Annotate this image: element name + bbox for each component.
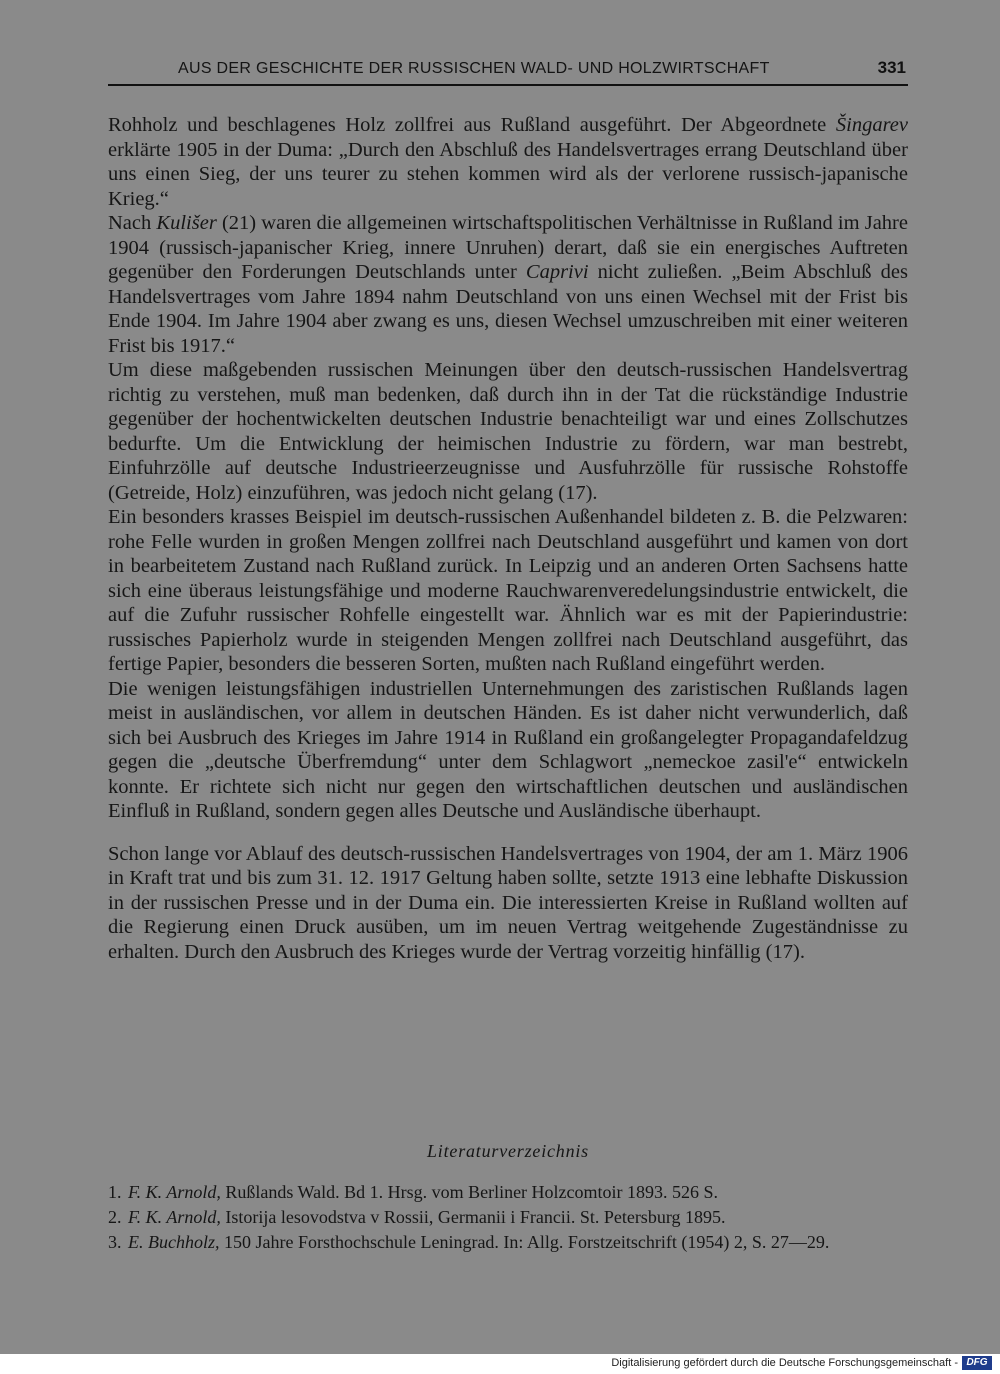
bibliography-entry [108,1206,908,1228]
paragraph [108,113,908,211]
page-number: 331 [877,58,906,77]
dfg-logo: DFG [962,1356,992,1370]
text-run: Schon lange vor Ablauf des deutsch-russischen Handelsvertrages von 1904, der am 1. März 1906 in Kraft trat und bis zum 31. 12. 1917 Geltung haben sollte, setzte 1913 eine lebhafte Diskussion in der russischen Presse und in der Duma ein. Die interessierten Kreise in Rußland wollten auf die Regierung einen Druck ausüben, um im neuen Vertrag weitgehende Zugeständnisse zu erhalten. Durch den Ausbruch des Krieges wurde der Vertrag vorzeitig hinfällig (17). [108,842,908,963]
entry-number: 3. [108,1232,122,1252]
funding-credit: Digitalisierung gefördert durch die Deutsche Forschungsgemeinschaft - [611,1357,958,1369]
text-run: Um diese maßgebenden russischen Meinungen über den deutsch-russischen Handelsvertrag richtig zu verstehen, muß man bedenken, daß durch ihn in der Tat die rückständige Industrie gegenüber der hochentwickelten deutschen Industrie benachteiligt war und eines Zollschutzes bedurfte. Um die Entwicklung der heimischen Industrie zu fördern, war man bestrebt, Einfuhrzölle auf deutsche Industrieerzeugnisse und Ausfuhrzölle für russische Rohstoffe (Getreide, Holz) einzuführen, was jedoch nicht gelang (17). [108,359,908,504]
text-run: Rohholz und beschlagenes Holz zollfrei aus Rußland ausgeführt. Der Abgeordnete [108,114,836,136]
entry-author: E. Buchholz, [128,1232,220,1252]
entry-title: 150 Jahre Forsthochschule Leningrad. In: Allg. Forstzeitschrift (1954) 2, S. 27—29. [219,1232,830,1252]
italic-name: Caprivi [525,261,589,283]
paragraph [108,505,908,677]
entry-author: F. K. Arnold, [128,1182,221,1202]
paragraph [108,842,908,965]
text-run: nicht zuließen. „Beim Abschluß des Handelsvertrages vom Jahre 1894 nahm Deutschland von uns einen Wechsel mit der Frist bis Ende 1904. Im Jahre 1904 aber zwang es uns, diesen Wechsel umzuschreiben mit einer weiteren Frist bis 1917.“ [108,261,909,357]
paragraph [108,358,908,505]
paragraph [108,211,908,358]
bibliography-entry [108,1181,908,1203]
text-run: Die wenigen leistungsfähigen industriellen Unternehmungen des zaristischen Rußlands lagen meist in ausländischen, vor allem in deutschen Händen. Es ist daher nicht verwunderlich, daß sich bei Ausbruch des Krieges im Jahre 1914 in Rußland ein großangelegter Propagandafeldzug gegen die „deutsche Überfremdung“ unter dem Schlagwort „nemeckoe zasil'e“ entwickeln konnte. Er richtete sich nicht nur gegen den wirtschaftlichen deutschen und ausländischen Einfluß in Rußland, sondern gegen alles Deutsche und Ausländische überhaupt. [108,677,908,822]
running-title: AUS DER GESCHICHTE DER RUSSISCHEN WALD- UND HOLZWIRTSCHAFT [178,60,770,77]
entry-number: 2. [108,1207,122,1227]
entry-text [128,1231,908,1253]
entry-text [128,1181,908,1203]
entry-title: Istorija lesovodstva v Rossii, Germanii i Francii. St. Petersburg 1895. [220,1207,726,1227]
entry-title: Rußlands Wald. Bd 1. Hrsg. vom Berliner Holzcomtoir 1893. 526 S. [220,1182,719,1202]
entry-author: F. K. Arnold, [128,1207,221,1227]
text-run: Ein besonders krasses Beispiel im deutsch-russischen Außenhandel bildeten z. B. die Pelzwaren: rohe Felle wurden in großen Mengen zollfrei nach Deutschland ausgeführt und kamen von dort in bearbeitetem Zustand nach Rußland zurück. In Leipzig und an anderen Orten Sachsens hatte sich eine überaus leistungsfähige und moderne Rauchwarenveredelungsindustrie entwickelt, die auf die Zufuhr russischer Rohfelle eingestellt war. Ähnlich war es mit der Papierindustrie: russisches Papierholz wurde in steigenden Mengen zollfrei nach Deutschland ausgeführt, das fertige Papier, besonders die besseren Sorten, mußten nach Rußland eingeführt werden. [108,506,908,675]
entry-text [128,1206,908,1228]
running-header [108,58,908,86]
digitization-footer [0,1354,1000,1374]
paragraph [108,677,908,824]
text-run: (21) waren die allgemeinen wirtschaftspolitischen Verhältnisse in Rußland im Jahre 1904 (russisch-japanischer Krieg, innere Unruhen) derart, daß sie ein energisches Auftreten gegenüber den Forderungen Deutschlands unter [108,212,908,283]
bibliography-list [108,1181,908,1256]
body-text [108,113,908,964]
entry-number: 1. [108,1182,122,1202]
text-run: Nach [108,212,157,234]
italic-name: Šingarev [835,114,908,136]
bibliography-heading: Literaturverzeichnis [427,1141,589,1161]
bibliography-entry [108,1231,908,1253]
italic-name: Kulišer [156,212,217,234]
text-run: erklärte 1905 in der Duma: „Durch den Abschluß des Handelsvertrages errang Deutschland über uns einen Sieg, der uns teurer zu stehen kommen wird als der verlorene russisch-japanische Krieg.“ [108,138,908,210]
